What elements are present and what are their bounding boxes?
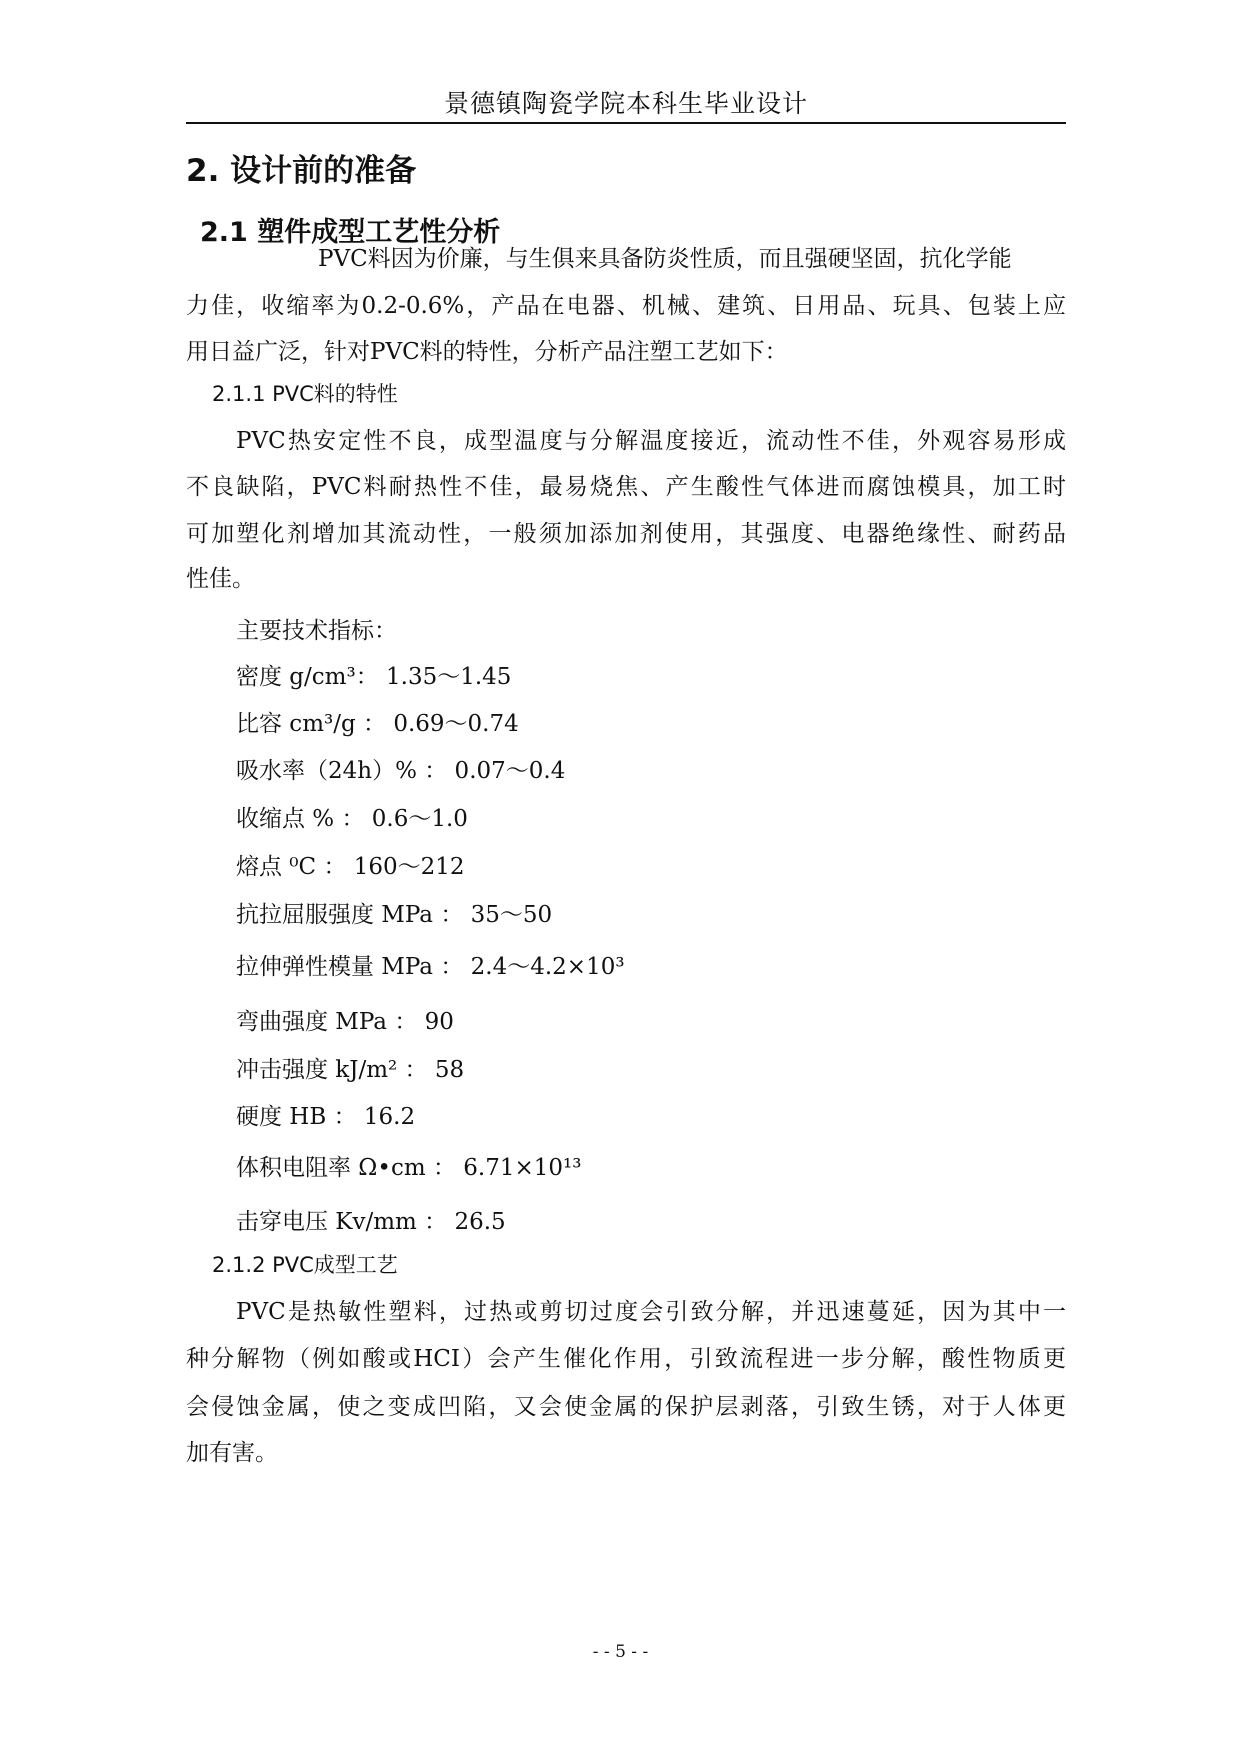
section-title: 2.1 塑件成型工艺性分析 <box>200 217 501 248</box>
spec-volume-resistivity: 体积电阻率 Ω•cm ： 6.71×10¹³ <box>236 1155 582 1181</box>
spec-density: 密度 g/cm³： 1.35～1.45 <box>236 664 512 690</box>
sub1-line-1: PVC热安定性不良，成型温度与分解温度接近，流动性不佳，外观容易形成 <box>236 428 1066 454</box>
sub2-line-3: 会侵蚀金属，使之变成凹陷，又会使金属的保护层剥落，引致生锈，对于人体更 <box>186 1394 1066 1420</box>
header-rule <box>186 122 1066 124</box>
sub1-line-4: 性佳。 <box>186 566 255 592</box>
sub1-line-2: 不良缺陷，PVC料耐热性不佳，最易烧焦、产生酸性气体进而腐蚀模具，加工时 <box>186 474 1066 500</box>
page-header: 景德镇陶瓷学院本科生毕业设计 <box>443 89 808 118</box>
spec-hardness: 硬度 HB ： 16.2 <box>236 1104 416 1130</box>
spec-impact-strength: 冲击强度 kJ/m² ： 58 <box>236 1057 465 1083</box>
sub2-line-1: PVC是热敏性塑料，过热或剪切过度会引致分解，并迅速蔓延，因为其中一 <box>236 1299 1066 1325</box>
sub2-line-4: 加有害。 <box>186 1440 278 1466</box>
intro-line-2: 力佳，收缩率为0.2-0.6%，产品在电器、机械、建筑、日用品、玩具、包装上应 <box>186 293 1066 319</box>
intro-line-3: 用日益广泛，针对PVC料的特性，分析产品注塑工艺如下： <box>186 339 788 365</box>
sub2-line-2: 种分解物（例如酸或HCI）会产生催化作用，引致流程进一步分解，酸性物质更 <box>186 1346 1066 1372</box>
spec-water-absorption: 吸水率（24h）% ： 0.07～0.4 <box>236 758 566 784</box>
subsection-title-2: 2.1.2 PVC成型工艺 <box>212 1253 398 1277</box>
spec-specific-volume: 比容 cm³/g ： 0.69～0.74 <box>236 711 519 737</box>
spec-breakdown-voltage: 击穿电压 Kv/mm ： 26.5 <box>236 1209 506 1235</box>
page-number: - - 5 - - <box>592 1642 649 1662</box>
spec-flexural-strength: 弯曲强度 MPa ： 90 <box>236 1009 454 1035</box>
subsection-title-1: 2.1.1 PVC料的特性 <box>212 382 398 406</box>
specs-heading: 主要技术指标： <box>236 618 397 644</box>
sub1-line-3: 可加塑化剂增加其流动性，一般须加添加剂使用，其强度、电器绝缘性、耐药品 <box>186 521 1066 547</box>
spec-melting-point: 熔点 ⁰C ： 160～212 <box>236 854 465 880</box>
chapter-title: 2. 设计前的准备 <box>186 153 417 189</box>
spec-shrinkage: 收缩点 % ： 0.6～1.0 <box>236 806 468 832</box>
spec-tensile-modulus: 拉伸弹性模量 MPa ： 2.4～4.2×10³ <box>236 954 625 980</box>
spec-tensile-yield: 抗拉屈服强度 MPa ： 35～50 <box>236 902 553 928</box>
intro-line-1: PVC料因为价廉，与生俱来具备防炎性质，而且强硬坚固，抗化学能 <box>318 246 1012 272</box>
